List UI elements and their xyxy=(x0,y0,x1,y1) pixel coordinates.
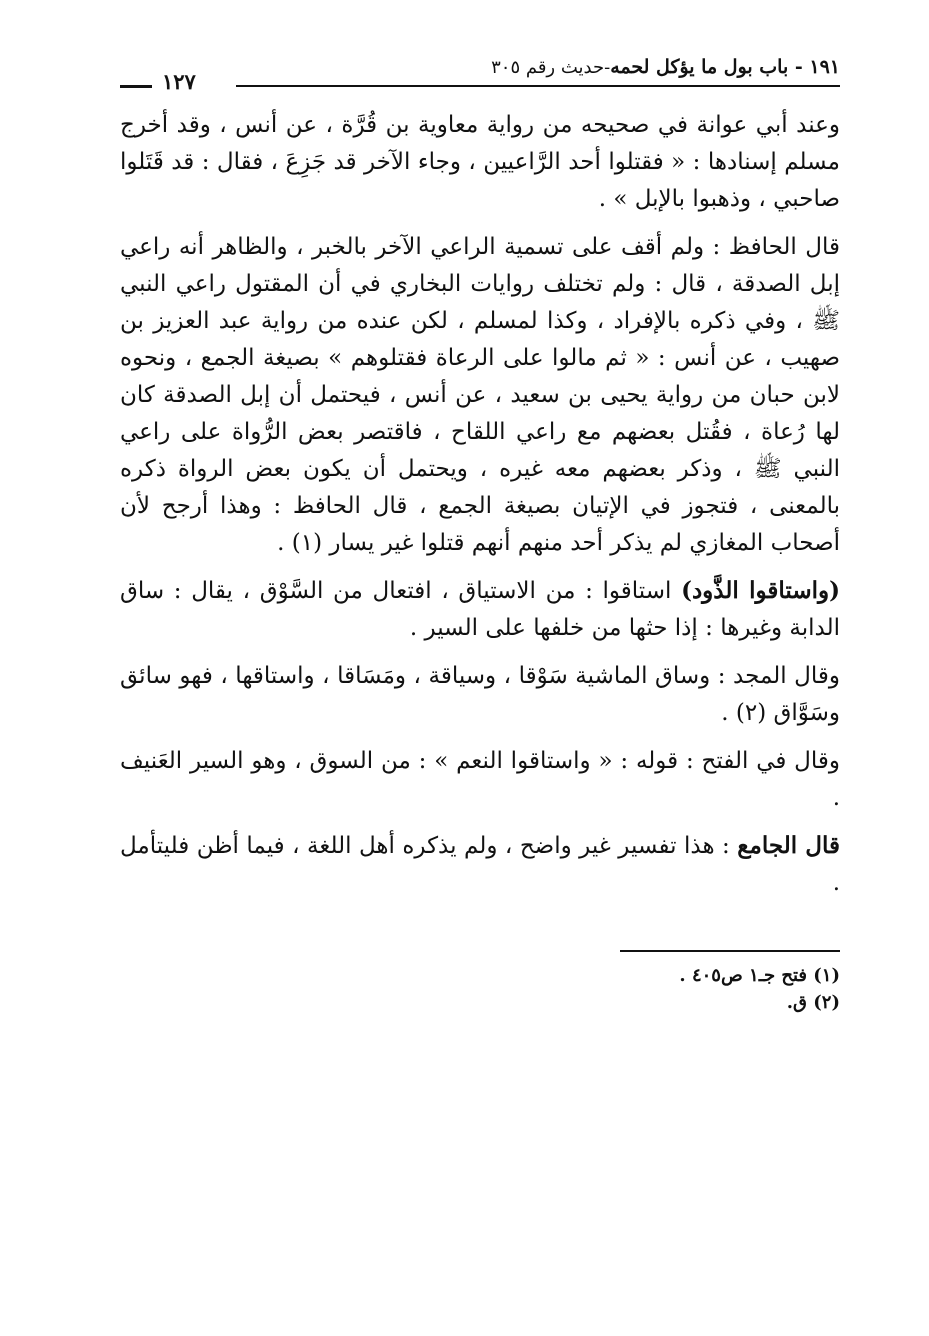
paragraph xyxy=(120,572,840,647)
footnote-separator xyxy=(620,950,840,952)
paragraph-lead: (واستاقوا الذَّود) xyxy=(681,577,840,604)
footnote: (١) فتح جـ١ ص٤٠٥ . xyxy=(679,965,840,986)
paragraph xyxy=(120,106,840,218)
header-rule xyxy=(236,85,840,87)
paragraph-text: وقال في الفتح : قوله : « واستاقوا النعم » : من السوق ، وهو السير العَنيف . xyxy=(120,748,840,811)
paragraph-text: وقال المجد : وساق الماشية سَوْقا ، وسياقة ، ومَسَاقا ، واستاقها ، فهو سائق وسَوَّاق (٢) . xyxy=(120,663,840,726)
page-body xyxy=(120,106,840,1016)
footnote: (٢) ق. xyxy=(786,992,840,1013)
paragraph xyxy=(120,742,840,817)
page-header xyxy=(120,52,840,98)
page xyxy=(120,52,840,1016)
hadith-number: -حديث رقم ٣٠٥ xyxy=(491,57,611,78)
paragraph-text: : هذا تفسير غير واضح ، ولم يذكره أهل اللغة ، فيما أظن فليتأمل . xyxy=(120,833,840,896)
page-number: ١٢٧ xyxy=(154,69,204,94)
paragraph xyxy=(120,228,840,562)
paragraph-text: استاقوا : من الاستياق ، افتعال من السَّوْق ، يقال : ساق الدابة وغيرها : إذا حثها من خلفها على السير . xyxy=(120,578,840,641)
chapter-title-main: ١٩١ - باب بول ما يؤكل لحمه xyxy=(610,56,840,78)
paragraph xyxy=(120,657,840,732)
paragraph xyxy=(120,827,840,902)
paragraph-text: وعند أبي عوانة في صحيحه من رواية معاوية بن قُرَّة ، عن أنس ، وقد أخرج مسلم إسنادها : « فقتلوا أحد الرَّاعيين ، وجاء الآخر قد جَزِعَ ، فقال : قد قَتَلوا صاحبي ، وذهبوا بالإبل » . xyxy=(120,112,840,212)
paragraph-text: قال الحافظ : ولم أقف على تسمية الراعي الآخر بالخبر ، والظاهر أنه راعي إبل الصدقة ، قال : ولم تختلف روايات البخاري في أن المقتول راعي النبي ﷺ ، وفي ذكره بالإفراد ، وكذا لمسلم ، لكن عنده من رواية عبد العزيز بن صهيب ، عن أنس : « ثم مالوا على الرعاة فقتلوهم » بصيغة الجمع ، ونحوه لابن حبان من رواية يحيى بن سعيد ، عن أنس ، فيحتمل أن إبل الصدقة كان لها رُعاة ، فقُتل بعضهم مع راعي اللقاح ، فاقتصر بعض الرُّواة على راعي النبي ﷺ ، وذكر بعضهم معه غيره ، ويحتمل أن يكون بعض الرواة ذكره بالمعنى ، فتجوز في الإتيان بصيغة الجمع ، قال الحافظ : وهذا أرجح لأن أصحاب المغازي لم يذكر أحد منهم أنهم قتلوا غير يسار (١) . xyxy=(120,234,840,556)
paragraph-lead: قال الجامع xyxy=(737,832,840,859)
chapter-title xyxy=(491,56,840,78)
page-number-rule xyxy=(120,85,152,88)
